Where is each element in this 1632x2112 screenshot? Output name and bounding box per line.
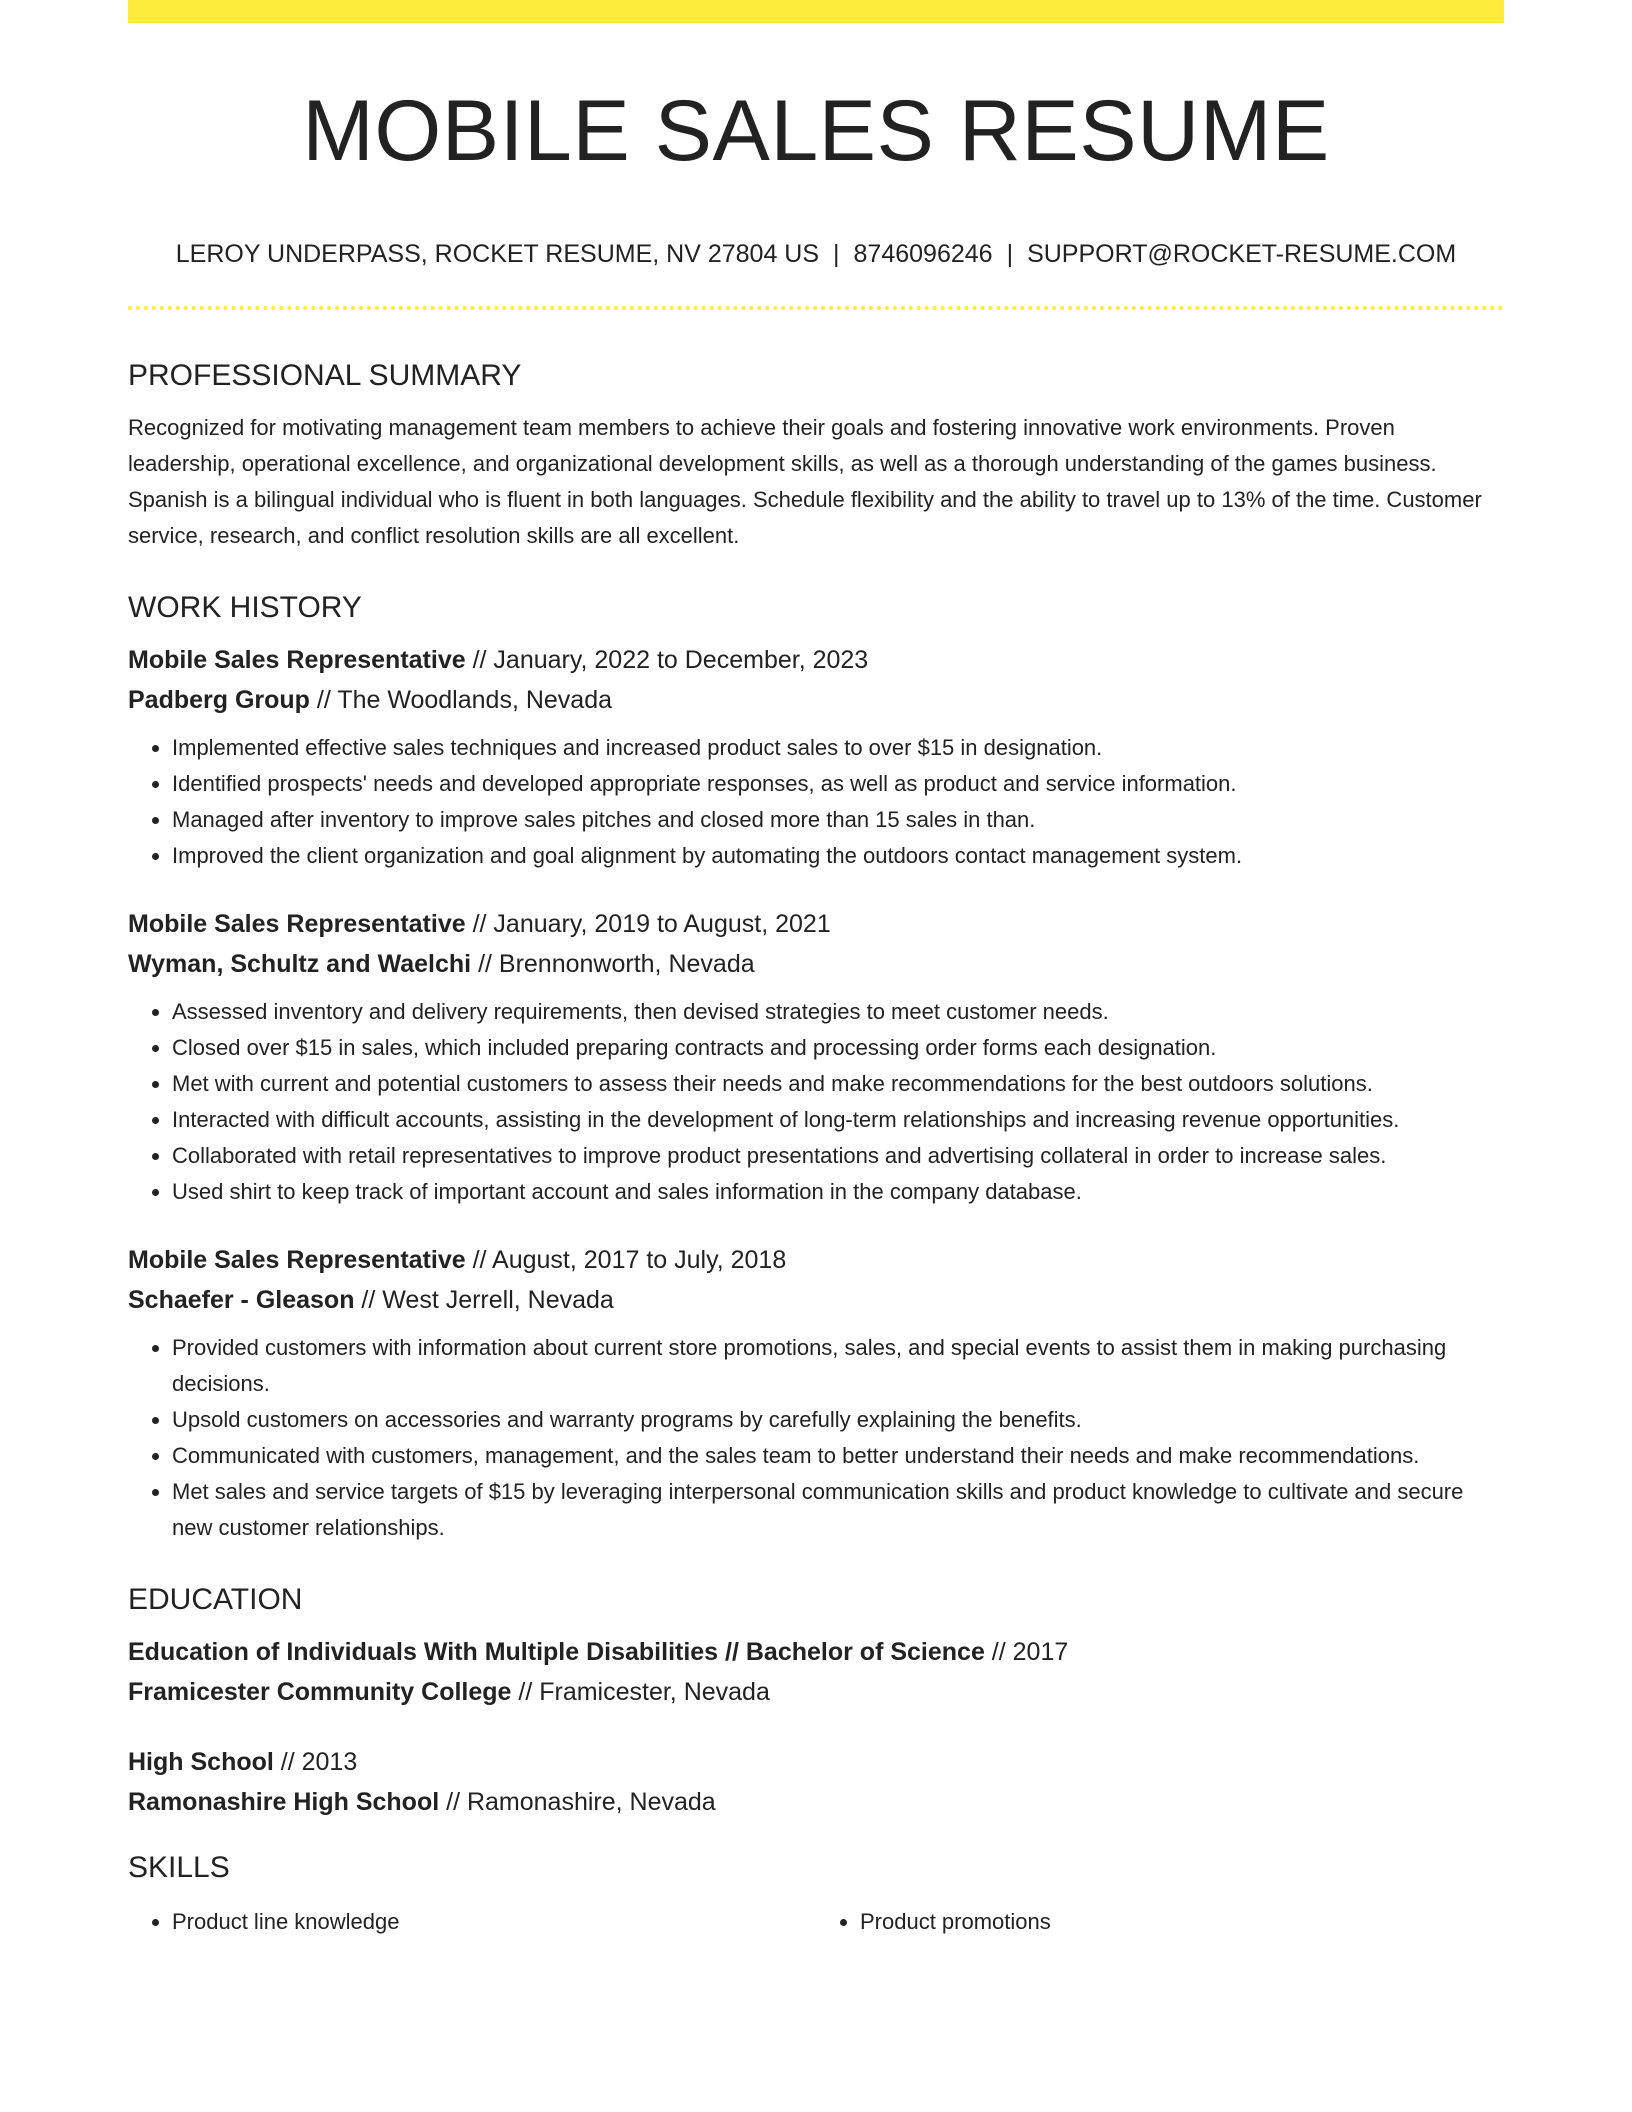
list-item: • Improved the client organization and goal alignment by automating the outdoors contact management system. bbox=[172, 838, 1504, 874]
job-title-line bbox=[128, 904, 1504, 944]
list-item: • Identified prospects' needs and developed appropriate responses, as well as product and service information. bbox=[172, 766, 1504, 802]
resume-title: MOBILE SALES RESUME bbox=[302, 83, 1330, 179]
education-section bbox=[128, 1574, 1504, 1822]
accent-top-bar bbox=[128, 0, 1504, 23]
contact-address: LEROY UNDERPASS, ROCKET RESUME, NV 27804 US bbox=[175, 240, 820, 268]
job-title: Mobile Sales Representative bbox=[128, 1246, 466, 1274]
list-item: • Met sales and service targets of $15 by leveraging interpersonal communication skills and product knowledge to cultivate and secure new customer relationships. bbox=[172, 1474, 1504, 1546]
education-degree: High School bbox=[128, 1748, 274, 1776]
skills-list-right bbox=[816, 1904, 1504, 1940]
job-title: Mobile Sales Representative bbox=[128, 910, 466, 938]
summary-section bbox=[128, 350, 1504, 554]
education-location: // Framicester, Nevada bbox=[511, 1678, 770, 1706]
job-company-line bbox=[128, 1280, 1504, 1320]
skills-list-left bbox=[128, 1904, 816, 1940]
education-degree-line bbox=[128, 1742, 1504, 1782]
list-item: • Communicated with customers, management, and the sales team to better understand their needs and make recommendations. bbox=[172, 1438, 1504, 1474]
job-dates: // August, 2017 to July, 2018 bbox=[465, 1246, 787, 1274]
education-school: Ramonashire High School bbox=[128, 1788, 440, 1816]
education-entry bbox=[128, 1742, 1504, 1822]
job-dates: // January, 2019 to August, 2021 bbox=[465, 910, 831, 938]
education-degree: Education of Individuals With Multiple Disabilities // Bachelor of Science bbox=[128, 1638, 985, 1666]
contact-phone[interactable]: 8746096246 bbox=[853, 240, 993, 268]
job-bullets bbox=[128, 730, 1504, 874]
list-item: • Provided customers with information about current store promotions, sales, and special events to assist them in making purchasing decisions. bbox=[172, 1330, 1504, 1402]
dotted-divider bbox=[128, 306, 1504, 310]
list-item: • Closed over $15 in sales, which included preparing contracts and processing order forms each designation. bbox=[172, 1030, 1504, 1066]
contact-line bbox=[128, 236, 1504, 272]
contact-separator: | bbox=[1006, 240, 1014, 268]
resume-content bbox=[128, 350, 1504, 1940]
section-heading-skills: SKILLS bbox=[128, 1851, 230, 1884]
job-entry bbox=[128, 1240, 1504, 1546]
list-item: • Collaborated with retail representatives to improve product presentations and advertising collateral in order to increase sales. bbox=[172, 1138, 1504, 1174]
list-item: • Upsold customers on accessories and warranty programs by carefully explaining the benefits. bbox=[172, 1402, 1504, 1438]
education-school-line bbox=[128, 1672, 1504, 1712]
list-item: • Product promotions bbox=[860, 1904, 1504, 1940]
education-location: // Ramonashire, Nevada bbox=[439, 1788, 716, 1816]
job-company-line bbox=[128, 680, 1504, 720]
job-company-line bbox=[128, 944, 1504, 984]
list-item: • Product line knowledge bbox=[172, 1904, 816, 1940]
job-location: // Brennonworth, Nevada bbox=[471, 950, 755, 978]
job-company: Padberg Group bbox=[128, 686, 310, 714]
skills-section bbox=[128, 1842, 1504, 1940]
job-title: Mobile Sales Representative bbox=[128, 646, 466, 674]
job-location: // The Woodlands, Nevada bbox=[309, 686, 613, 714]
job-location: // West Jerrell, Nevada bbox=[354, 1286, 614, 1314]
job-bullets bbox=[128, 994, 1504, 1210]
job-company: Wyman, Schultz and Waelchi bbox=[128, 950, 472, 978]
section-heading-education: EDUCATION bbox=[128, 1583, 303, 1616]
education-school: Framicester Community College bbox=[128, 1678, 512, 1706]
section-heading-summary: PROFESSIONAL SUMMARY bbox=[128, 359, 522, 392]
job-title-line bbox=[128, 1240, 1504, 1280]
work-history-section bbox=[128, 582, 1504, 1546]
skills-columns bbox=[128, 1904, 1504, 1940]
section-heading-work-history: WORK HISTORY bbox=[128, 591, 362, 624]
education-entry bbox=[128, 1632, 1504, 1712]
list-item: • Assessed inventory and delivery requirements, then devised strategies to meet customer needs. bbox=[172, 994, 1504, 1030]
job-title-line bbox=[128, 640, 1504, 680]
job-entry bbox=[128, 640, 1504, 874]
job-company: Schaefer - Gleason bbox=[128, 1286, 355, 1314]
job-dates: // January, 2022 to December, 2023 bbox=[465, 646, 869, 674]
job-entry bbox=[128, 904, 1504, 1210]
list-item: • Used shirt to keep track of important account and sales information in the company database. bbox=[172, 1174, 1504, 1210]
job-bullets bbox=[128, 1330, 1504, 1546]
contact-email[interactable]: SUPPORT@ROCKET-RESUME.COM bbox=[1027, 240, 1457, 268]
education-degree-line bbox=[128, 1632, 1504, 1672]
list-item: • Managed after inventory to improve sales pitches and closed more than 15 sales in than. bbox=[172, 802, 1504, 838]
list-item: • Met with current and potential customers to assess their needs and make recommendations for the best outdoors solutions. bbox=[172, 1066, 1504, 1102]
education-year: // 2017 bbox=[984, 1638, 1069, 1666]
summary-text: Recognized for motivating management team members to achieve their goals and fostering innovative work environments. Proven leadership, operational excellence, and organizational development skills, as well as a thorough understanding of the games business. Spanish is a bilingual individual who is fluent in both languages. Schedule flexibility and the ability to travel up to 13% of the time. Customer service, research, and conflict resolution skills are all excellent. bbox=[128, 415, 1482, 548]
education-school-line bbox=[128, 1782, 1504, 1822]
list-item: • Interacted with difficult accounts, assisting in the development of long-term relationships and increasing revenue opportunities. bbox=[172, 1102, 1504, 1138]
contact-separator: | bbox=[833, 240, 840, 268]
education-year: // 2013 bbox=[273, 1748, 358, 1776]
list-item: • Implemented effective sales techniques and increased product sales to over $15 in designation. bbox=[172, 730, 1504, 766]
